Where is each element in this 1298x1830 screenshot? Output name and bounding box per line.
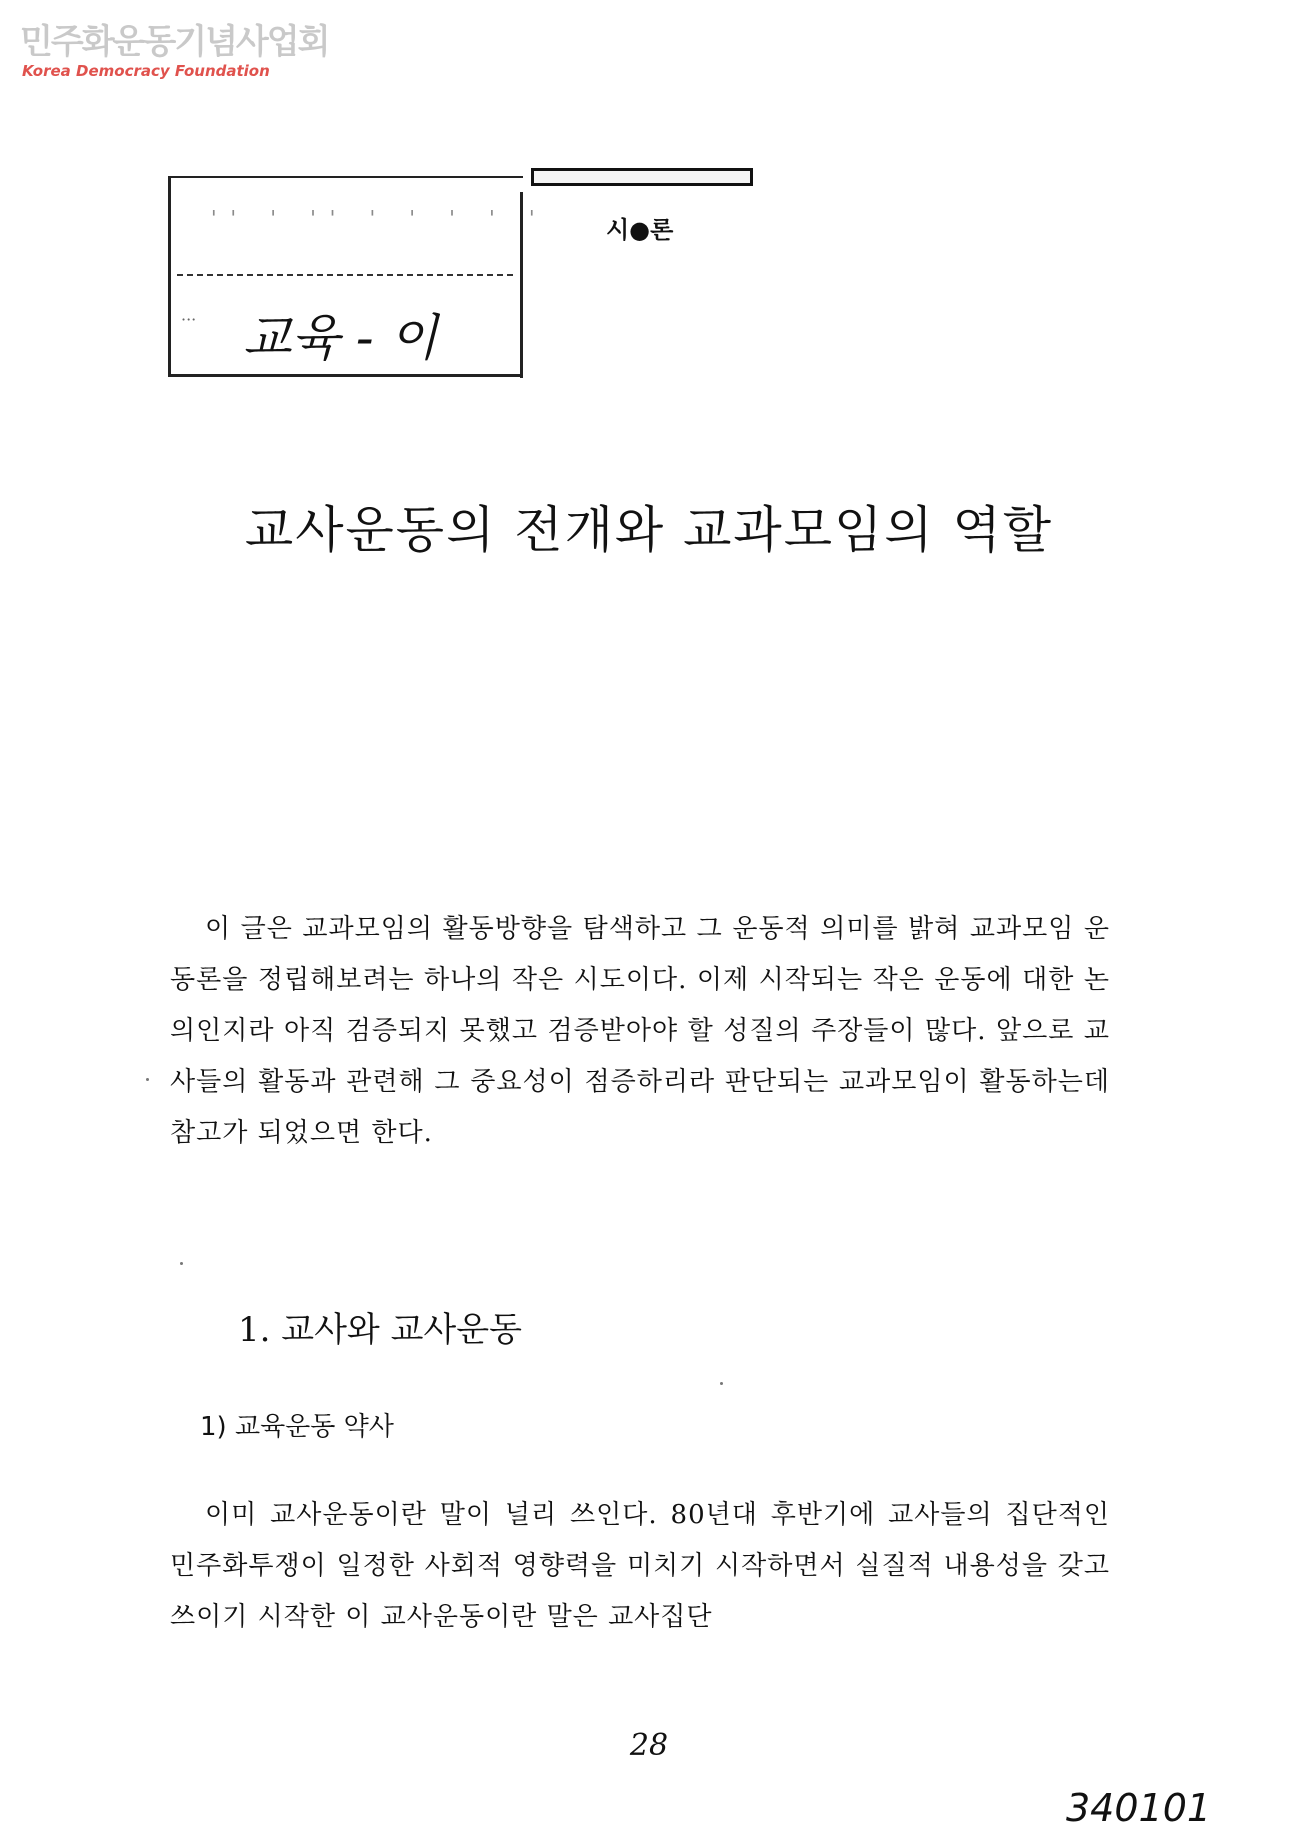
page-number: 28: [629, 1728, 669, 1763]
series-label: 시●론: [606, 216, 674, 244]
scan-speck: [146, 1078, 149, 1081]
scan-speck: [180, 1262, 183, 1265]
intro-paragraph: 이 글은 교과모임의 활동방향을 탐색하고 그 운동적 의미를 밝혀 교과모임 운동론을 정립해보려는 하나의 작은 시도이다. 이제 시작되는 작은 운동에 대한 논의인지라 아직 검증되지 못했고 검증받아야 할 성질의 주장들이 많다. 앞으로 교사들의 활동과 관련해 그 중요성이 점증하리라 판단되는 교과모임이 활동하는데 참고가 되었으면 한다.: [170, 914, 1110, 1148]
body-paragraph: 이미 교사운동이란 말이 널리 쓰인다. 80년대 후반기에 교사들의 집단적인 민주화투쟁이 일정한 사회적 영향력을 미치기 시작하면서 실질적 내용성을 갖고 쓰이기 시작한 이 교사운동이란 말은 교사집단: [170, 1500, 1110, 1632]
series-header-bar: [531, 168, 753, 186]
stamp-mark: ···: [181, 310, 197, 329]
subsection-heading: 1) 교육운동 약사: [200, 1412, 394, 1442]
archive-number: 340101: [1066, 1786, 1212, 1830]
watermark-korean: 민주화운동기념사업회: [20, 22, 329, 62]
scan-speck: [720, 1382, 723, 1385]
article-title: 교사운동의 전개와 교과모임의 역할: [244, 501, 1054, 559]
stamp-faint-text: '' ' '' ' ' ' ' ': [211, 206, 549, 230]
section-heading: 1. 교사와 교사운동: [238, 1310, 522, 1350]
watermark-english: Korea Democracy Foundation: [22, 62, 270, 80]
stamp-divider: [177, 274, 513, 276]
stamp-handwritten-code: 교육 - 이: [243, 309, 438, 367]
archive-stamp-box: [168, 176, 549, 377]
